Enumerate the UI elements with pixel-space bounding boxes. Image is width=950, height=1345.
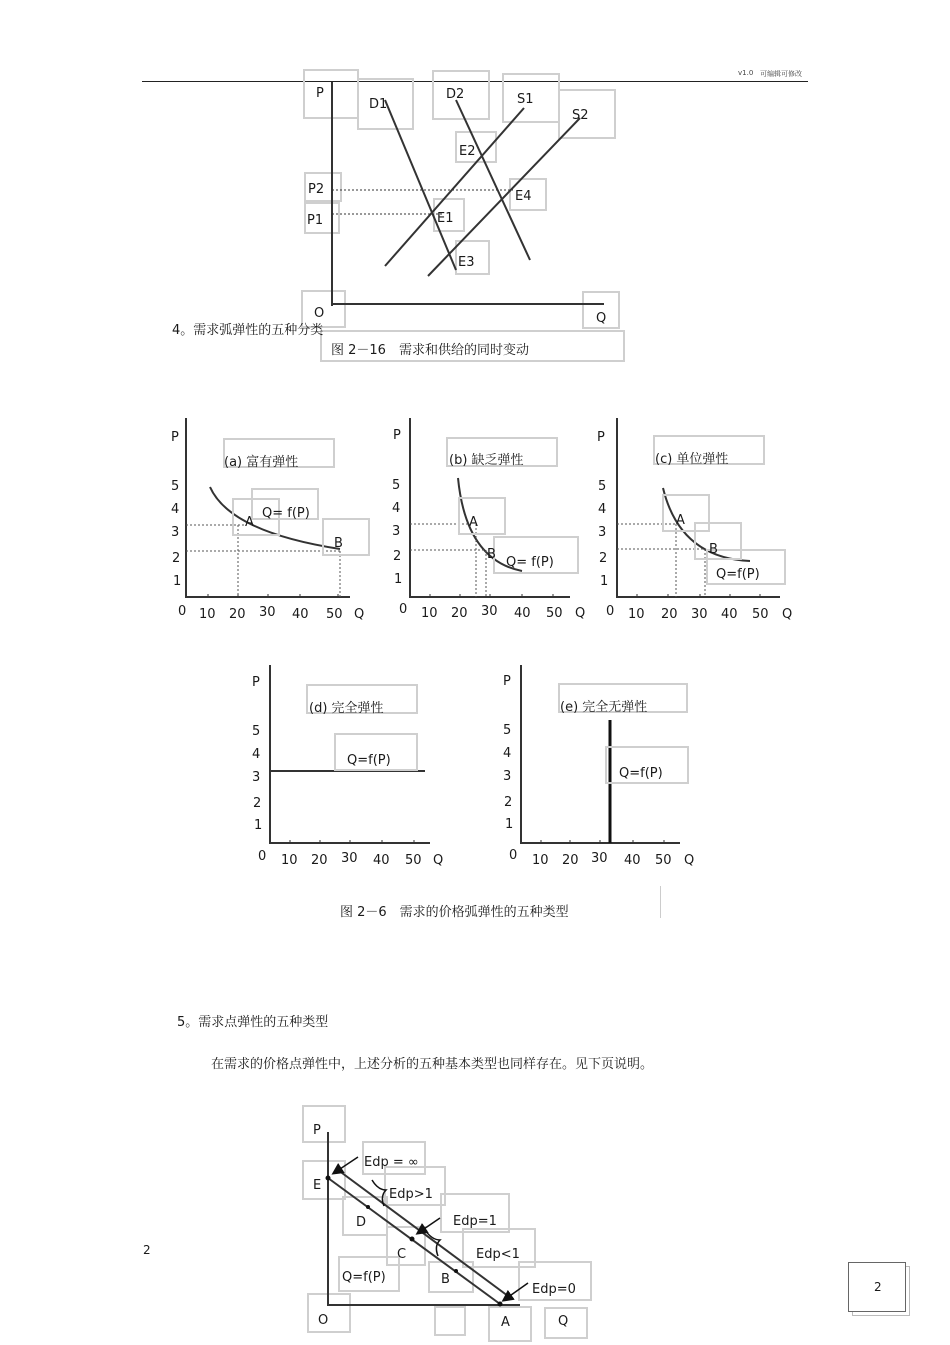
header-version: v1.0 — [738, 69, 754, 77]
panel-a-x30: 30 — [259, 605, 276, 620]
label-s2: S2 — [572, 108, 589, 123]
panel-c-point-b: B — [709, 542, 718, 557]
panel-d-y4: 4 — [252, 747, 261, 762]
panel-a-curve-label: Q= f(P) — [262, 506, 310, 521]
panel-b-x50: 50 — [546, 606, 563, 621]
panel-d-x20: 20 — [311, 853, 328, 868]
panel-d-x10: 10 — [281, 853, 298, 868]
panel-a-y4: 4 — [171, 502, 180, 517]
label-s1: S1 — [517, 92, 534, 107]
panel-a-y1: 1 — [173, 574, 182, 589]
panel-c-y5: 5 — [598, 479, 607, 494]
label-origin: O — [314, 306, 325, 321]
panel-c-title: (c) 单位弹性 — [655, 452, 729, 467]
section-5-paragraph: 在需求的价格点弹性中，上述分析的五种基本类型也同样存在。见下页说明。 — [211, 1057, 654, 1072]
header-note: 可编辑可修改 — [760, 70, 802, 78]
panel-e-x20: 20 — [562, 853, 579, 868]
pt-label-edp-gt1: Edp>1 — [389, 1187, 433, 1202]
panel-b-x20: 20 — [451, 606, 468, 621]
frame-pt-p — [302, 1105, 346, 1143]
frame-p — [303, 69, 359, 119]
panel-b-y1: 1 — [394, 572, 403, 587]
panel-c-x40: 40 — [721, 607, 738, 622]
panel-d-y1: 1 — [254, 818, 263, 833]
panel-d-q-axis: Q — [433, 853, 444, 868]
label-d2: D2 — [446, 87, 465, 102]
panel-a-p-axis: P — [171, 430, 179, 445]
panel-e-p-axis: P — [503, 674, 511, 689]
pt-label-edp-0: Edp=0 — [532, 1282, 576, 1297]
panel-c-x30: 30 — [691, 607, 708, 622]
panel-c-x50: 50 — [752, 607, 769, 622]
page-number-box-text: 2 — [874, 1280, 882, 1294]
panel-b-title: (b) 缺乏弹性 — [449, 453, 524, 468]
panel-d-y3: 3 — [252, 770, 261, 785]
panel-a-y3: 3 — [171, 525, 180, 540]
panel-a-x50: 50 — [326, 607, 343, 622]
panel-e-q-axis: Q — [684, 853, 695, 868]
pt-label-a: A — [501, 1315, 510, 1330]
panel-a-q-axis: Q — [354, 607, 365, 622]
panel-c-y4: 4 — [598, 502, 607, 517]
panel-b-x30: 30 — [481, 604, 498, 619]
pt-label-edp-lt1: Edp<1 — [476, 1247, 520, 1262]
frame-pt-o — [307, 1293, 351, 1333]
panel-c-point-a: A — [676, 513, 685, 528]
section-4-heading: 4。需求弧弹性的五种分类 — [172, 323, 324, 338]
frame-b-a — [322, 518, 370, 556]
panel-b-point-b: B — [487, 547, 496, 562]
panel-b-y5: 5 — [392, 478, 401, 493]
panel-e-x50: 50 — [655, 853, 672, 868]
frame-pt-a — [488, 1306, 532, 1342]
panel-d-p-axis: P — [252, 675, 260, 690]
panel-e-curve-label: Q=f(P) — [619, 766, 663, 781]
caption-divider — [660, 886, 661, 918]
panel-e-title: (e) 完全无弹性 — [560, 700, 648, 715]
panel-d-y5: 5 — [252, 724, 261, 739]
panel-e-y2: 2 — [504, 795, 513, 810]
panel-e-x10: 10 — [532, 853, 549, 868]
panel-e-x30: 30 — [591, 851, 608, 866]
panel-a-title: (a) 富有弹性 — [224, 455, 299, 470]
pt-label-edp-eq1: Edp=1 — [453, 1214, 497, 1229]
panel-b-q-axis: Q — [575, 606, 586, 621]
panel-c-y2: 2 — [599, 551, 608, 566]
panel-d-y2: 2 — [253, 796, 262, 811]
panel-d-title: (d) 完全弹性 — [309, 701, 384, 716]
pt-label-q: Q — [558, 1314, 569, 1329]
panel-d-x30: 30 — [341, 851, 358, 866]
pt-label-p: P — [313, 1123, 321, 1138]
panel-c-origin: 0 — [606, 604, 615, 619]
panel-a-x40: 40 — [292, 607, 309, 622]
panel-b-point-a: A — [469, 515, 478, 530]
panel-c-x10: 10 — [628, 607, 645, 622]
frame-pt-blank — [434, 1306, 466, 1336]
panel-d-x50: 50 — [405, 853, 422, 868]
panel-d-origin: 0 — [258, 849, 267, 864]
panel-e-y3: 3 — [503, 769, 512, 784]
figure-2-6-caption: 图 2－6 需求的价格弧弹性的五种类型 — [340, 905, 569, 920]
page-number-box — [848, 1262, 908, 1314]
pt-label-edp-inf: Edp = ∞ — [364, 1155, 419, 1170]
frame-a-b — [458, 497, 506, 535]
pt-label-b: B — [441, 1272, 450, 1287]
panel-b-y2: 2 — [393, 549, 402, 564]
page-number-left: 2 — [143, 1243, 151, 1257]
label-e3: E3 — [458, 255, 475, 270]
panel-e-y5: 5 — [503, 723, 512, 738]
panel-b-x40: 40 — [514, 606, 531, 621]
panel-a-x20: 20 — [229, 607, 246, 622]
panel-c-curve-label: Q=f(P) — [716, 567, 760, 582]
section-5-heading: 5。需求点弹性的五种类型 — [177, 1015, 329, 1030]
panel-c-q-axis: Q — [782, 607, 793, 622]
label-e4: E4 — [515, 189, 532, 204]
panel-a-x10: 10 — [199, 607, 216, 622]
label-p: P — [316, 86, 324, 101]
panel-d-x40: 40 — [373, 853, 390, 868]
figure-2-16-caption: 图 2－16 需求和供给的同时变动 — [331, 343, 529, 358]
panel-c-y3: 3 — [598, 525, 607, 540]
panel-a-y2: 2 — [172, 551, 181, 566]
panel-a-y5: 5 — [171, 479, 180, 494]
panel-a-point-a: A — [245, 515, 254, 530]
panel-d-curve-label: Q=f(P) — [347, 753, 391, 768]
panel-c-y1: 1 — [600, 574, 609, 589]
frame-pt-e — [302, 1160, 346, 1200]
panel-e-x40: 40 — [624, 853, 641, 868]
panel-b-x10: 10 — [421, 606, 438, 621]
panel-e-y1: 1 — [505, 817, 514, 832]
label-p1: P1 — [307, 213, 324, 228]
label-e2: E2 — [459, 144, 476, 159]
panel-b-origin: 0 — [399, 602, 408, 617]
panel-e-origin: 0 — [509, 848, 518, 863]
label-p2: P2 — [308, 182, 325, 197]
pt-label-c: C — [397, 1247, 407, 1262]
pt-label-o: O — [318, 1313, 329, 1328]
panel-c-p-axis: P — [597, 430, 605, 445]
label-q: Q — [596, 311, 607, 326]
pt-label-d: D — [356, 1215, 367, 1230]
panel-b-p-axis: P — [393, 428, 401, 443]
label-d1: D1 — [369, 97, 388, 112]
panel-e-y4: 4 — [503, 746, 512, 761]
panel-b-y4: 4 — [392, 501, 401, 516]
panel-a-origin: 0 — [178, 604, 187, 619]
frame-pt-b — [428, 1261, 474, 1293]
panel-a-point-b: B — [334, 536, 343, 551]
label-e1: E1 — [437, 211, 454, 226]
pt-label-e: E — [313, 1178, 322, 1193]
panel-b-y3: 3 — [392, 524, 401, 539]
panel-c-x20: 20 — [661, 607, 678, 622]
panel-b-curve-label: Q= f(P) — [506, 555, 554, 570]
pt-label-curve: Q=f(P) — [342, 1270, 386, 1285]
